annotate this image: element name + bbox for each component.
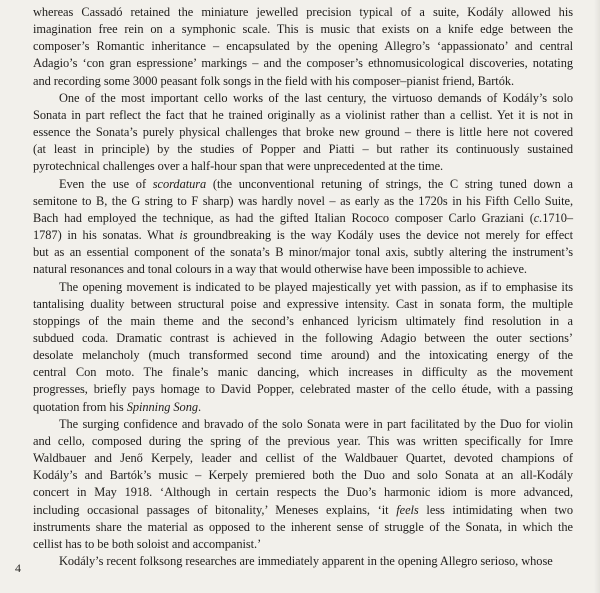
text-line bbox=[33, 450, 573, 467]
page-edge-shadow bbox=[594, 0, 600, 593]
text-line bbox=[33, 210, 573, 227]
text-line bbox=[33, 536, 573, 553]
paragraph-p1 bbox=[33, 4, 573, 90]
italic-text: feels bbox=[396, 502, 419, 517]
text-run: imagination free rein on a symphonic scale. This is music that exists on a knife edge between the bbox=[33, 22, 573, 37]
body-text bbox=[33, 4, 573, 570]
text-run: tantalising duality between structural poise and expressive intensity. Cast in sonata form, the multiple bbox=[33, 296, 573, 311]
text-line bbox=[33, 90, 573, 107]
text-run: 1710– bbox=[542, 210, 573, 225]
text-run: Kodály’s recent folksong researches are immediately apparent in the opening Allegro serioso, whose bbox=[59, 554, 553, 568]
text-run: 1787) in his sonatas. What bbox=[33, 228, 180, 243]
text-run: (the unconventional retuning of strings, the C string tuned down a bbox=[206, 176, 573, 191]
text-line bbox=[33, 55, 573, 72]
text-line bbox=[33, 313, 573, 330]
text-line bbox=[33, 467, 573, 484]
text-run: semitone to B, the G string to F sharp) was hardly novel – as early as the 1720s in his Fifth Cello Suite, bbox=[33, 193, 573, 208]
paragraph-p6 bbox=[33, 553, 573, 570]
text-run: essence the Sonata’s purely physical challenges that broke new ground – there is little here not covered bbox=[33, 125, 573, 140]
text-line bbox=[33, 73, 573, 90]
text-line bbox=[33, 364, 573, 381]
text-run: composer’s Romantic inheritance – encapsulated by the opening Allegro’s ‘appassionato’ and central bbox=[33, 39, 573, 54]
text-line bbox=[33, 158, 573, 175]
italic-text: c. bbox=[533, 210, 543, 225]
text-run: and recording some 3000 peasant folk songs in the field with his composer–pianist friend, Bartók. bbox=[33, 73, 515, 88]
text-run: The opening movement is indicated to be played majestically yet with passion, as if to emphasise its bbox=[59, 279, 573, 294]
italic-text: Spinning Song bbox=[126, 399, 198, 414]
text-line bbox=[33, 330, 573, 347]
text-run: central Con moto. The finale’s manic dancing, which increases in difficulty as the movement bbox=[33, 365, 573, 380]
text-line bbox=[33, 227, 573, 244]
text-run: but as an essential component of the sonata’s B minor/major tonal axis, subtly altering the instrument’s bbox=[33, 245, 573, 260]
text-line bbox=[33, 519, 573, 536]
text-run: natural resonances and tonal colours in a way that would otherwise have been impossible to achieve. bbox=[33, 262, 527, 277]
paragraph-p4 bbox=[33, 279, 573, 416]
text-run: less intimidating when two bbox=[418, 502, 574, 517]
text-run: subdued coda. Dramatic contrast is achieved in the following Adagio between the outer sections’ bbox=[33, 330, 573, 345]
text-run: progresses, briefly pays homage to David Popper, celebrated master of the cello étude, with a passing bbox=[33, 382, 573, 397]
text-run: One of the most important cello works of the last century, the virtuoso demands of Kodály’s solo bbox=[59, 90, 573, 105]
text-run: pyrotechnical challenges over a half-hour span that were unprecedented at the time. bbox=[33, 159, 444, 174]
text-run: Adagio’s ‘con gran espressione’ markings – and the composer’s ethnomusicological discoveries, notating bbox=[33, 56, 573, 71]
text-run: Even the use of bbox=[59, 176, 153, 191]
text-run: cellist has to be both soloist and accompanist.’ bbox=[33, 536, 262, 551]
paragraph-p2 bbox=[33, 90, 573, 176]
text-run: desolate melancholy (much transformed second time around) and the intoxicating energy of the bbox=[33, 348, 573, 363]
text-line bbox=[33, 176, 573, 193]
text-line bbox=[33, 381, 573, 398]
text-run: including occasional passages of bitonality,’ Meneses explains, ‘it bbox=[33, 502, 397, 517]
text-line bbox=[33, 193, 573, 210]
text-line bbox=[33, 416, 573, 433]
italic-text: is bbox=[179, 228, 188, 243]
text-run: instruments share the material as opposed to the inherent sense of struggle of the Sonata, in which the bbox=[33, 519, 573, 534]
text-line bbox=[33, 141, 573, 158]
paragraph-p5 bbox=[33, 416, 573, 553]
text-run: quotation from his bbox=[33, 399, 127, 414]
page-number: 4 bbox=[15, 561, 21, 575]
text-run: Sonata in part reflect the fact that he trained originally as a violinist rather than a cellist. Yet it is not in bbox=[33, 107, 573, 122]
text-line bbox=[33, 244, 573, 261]
text-run: whereas Cassadó retained the miniature jewelled precision typical of a suite, Kodály allowed his bbox=[33, 5, 573, 19]
text-line bbox=[33, 261, 573, 278]
text-line bbox=[33, 296, 573, 313]
text-line bbox=[33, 484, 573, 501]
text-line bbox=[33, 107, 573, 124]
text-line bbox=[33, 399, 573, 416]
italic-text: scordatura bbox=[152, 176, 207, 191]
text-line bbox=[33, 21, 573, 38]
text-line bbox=[33, 347, 573, 364]
text-run: Bach had employed the technique, as had the gifted Italian Rococo composer Carlo Graziani ( bbox=[33, 210, 534, 225]
text-line bbox=[33, 124, 573, 141]
text-run: and cello, composed during the spring of the previous year. This was written specifically for Imre bbox=[33, 433, 573, 448]
text-run: The surging confidence and bravado of the solo Sonata were in part facilitated by the Duo for violin bbox=[59, 416, 573, 431]
text-run: (at least in principle) by the studies of Popper and Piatti – but rather its continuously sustained bbox=[33, 142, 573, 157]
text-line bbox=[33, 279, 573, 296]
text-run: groundbreaking is the way Kodály uses the device not merely for effect bbox=[187, 228, 574, 243]
text-run: Kodály’s and Bartók’s music – Kerpely premiered both the Duo and solo Sonata at an all-Kodály bbox=[33, 468, 573, 483]
text-run: concert in May 1918. ‘Although in certain respects the Duo’s harmonic idiom is more advanced, bbox=[33, 485, 573, 500]
text-run: stoppings of the main theme and the second’s enhanced lyricism ultimately find resolution in a bbox=[33, 313, 573, 328]
text-line bbox=[33, 4, 573, 21]
text-run: Waldbauer and Jenő Kerpely, leader and cellist of the Waldbauer Quartet, devoted champions of bbox=[33, 451, 573, 466]
text-line bbox=[33, 433, 573, 450]
text-line bbox=[33, 502, 573, 519]
paragraph-p3 bbox=[33, 176, 573, 279]
text-run: . bbox=[198, 399, 202, 414]
text-line bbox=[33, 553, 573, 570]
text-line bbox=[33, 38, 573, 55]
